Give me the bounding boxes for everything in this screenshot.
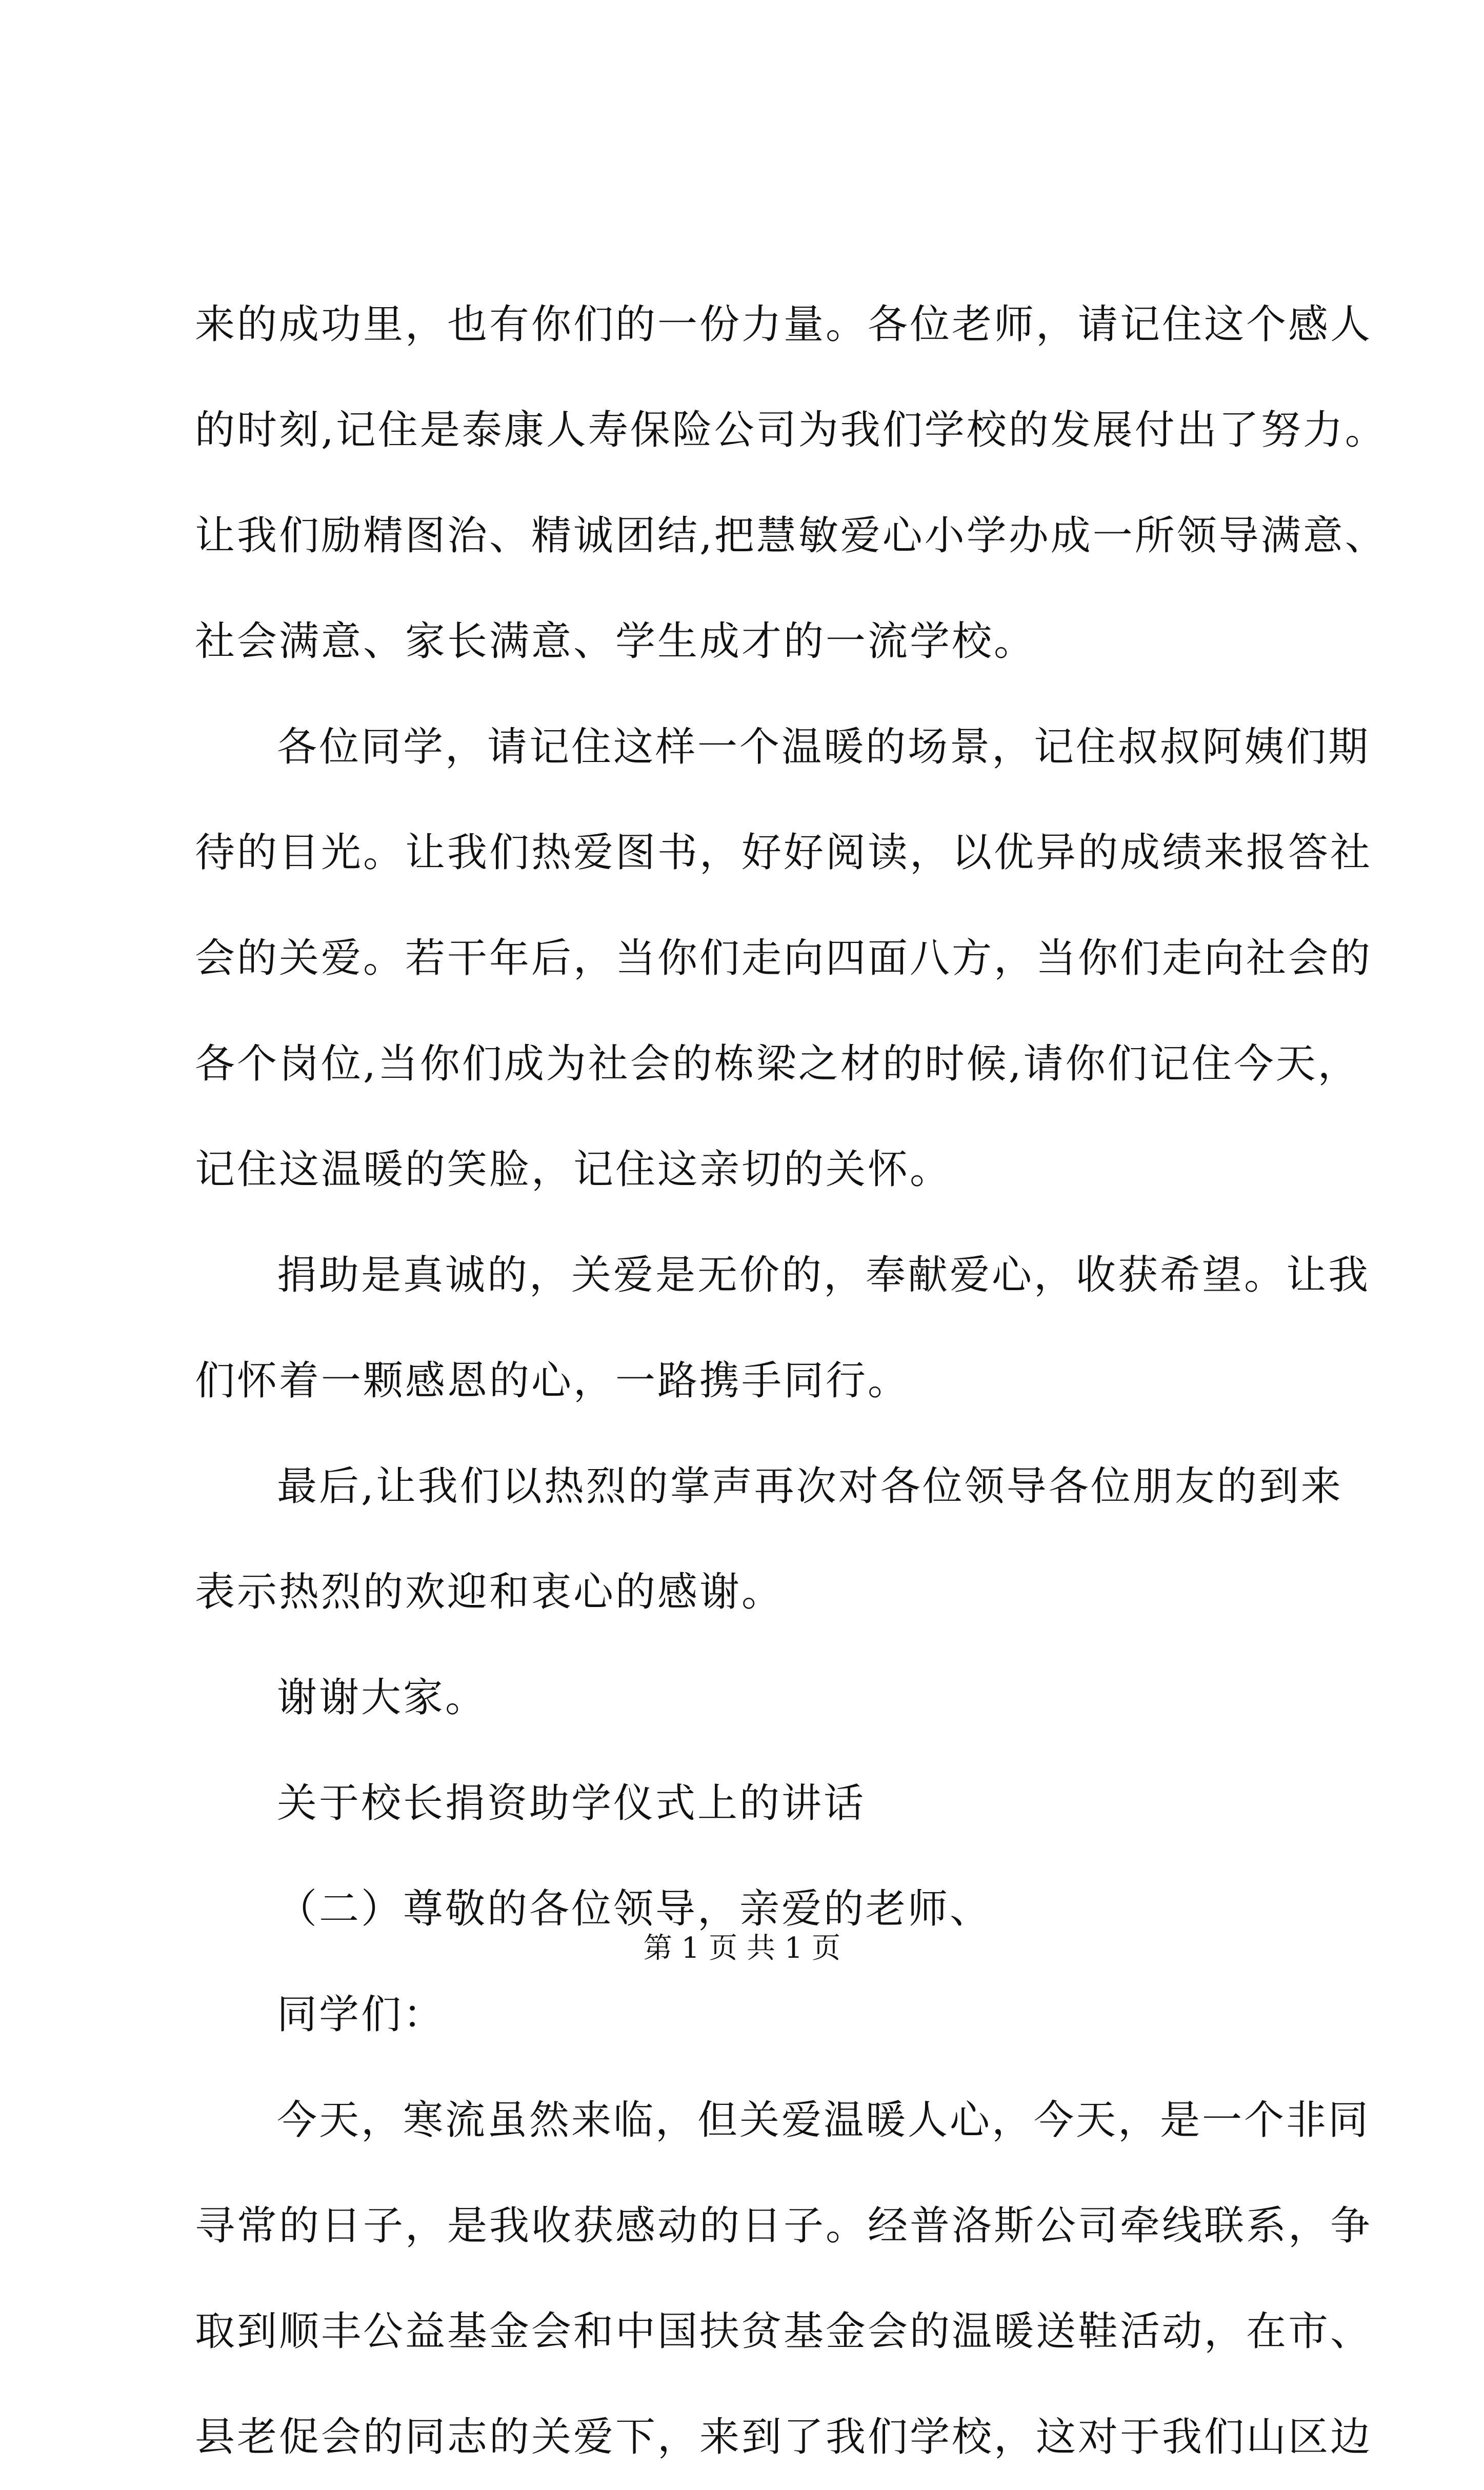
text-line: 表示热烈的欢迎和衷心的感谢。 [195,1569,784,1615]
text-line: 今天，寒流虽然来临，但关爱温暖人心，今天，是一个非同 [277,2097,1371,2143]
salutation-line: 同学们： [277,1992,446,2038]
text-line: 的时刻,记住是泰康人寿保险公司为我们学校的发展付出了努力。 [195,407,1387,453]
text-line: 捐助是真诚的，关爱是无价的，奉献爱心，收获希望。让我 [277,1252,1371,1298]
document-body [195,272,1387,2490]
text-line: 社会满意、家长满意、学生成才的一流学校。 [195,618,1036,665]
section-heading: 关于校长捐资助学仪式上的讲话 [277,1780,866,1826]
text-line: 们怀着一颗感恩的心，一路携手同行。 [195,1358,910,1404]
text-line: 取到顺丰公益基金会和中国扶贫基金会的温暖送鞋活动，在市、 [195,2308,1373,2355]
page-footer [0,1931,1484,1966]
text-line: 记住这温暖的笑脸，记住这亲切的关怀。 [195,1147,952,1193]
text-line: 待的目光。让我们热爱图书，好好阅读，以优异的成绩来报答社 [195,830,1373,876]
text-line: 最后,让我们以热烈的掌声再次对各位领导各位朋友的到来 [277,1463,1343,1510]
text-line: 寻常的日子，是我收获感动的日子。经普洛斯公司牵线联系，争 [195,2203,1373,2249]
salutation-line: （二）尊敬的各位领导，亲爱的老师、 [277,1886,992,1932]
text-line: 谢谢大家。 [277,1675,488,1721]
text-line: 各个岗位,当你们成为社会的栋梁之材的时候,请你们记住今天， [195,1041,1360,1087]
text-line: 会的关爱。若干年后，当你们走向四面八方，当你们走向社会的 [195,935,1373,981]
page-number-label: 第 1 页 共 1 页 [643,1932,841,1965]
text-line: 让我们励精图治、精诚团结,把慧敏爱心小学办成一所领导满意、 [195,513,1387,559]
text-line: 各位同学，请记住这样一个温暖的场景，记住叔叔阿姨们期 [277,724,1371,770]
text-line: 县老促会的同志的关爱下，来到了我们学校，这对于我们山区边 [195,2414,1373,2460]
text-line: 来的成功里，也有你们的一份力量。各位老师，请记住这个感人 [195,302,1373,348]
